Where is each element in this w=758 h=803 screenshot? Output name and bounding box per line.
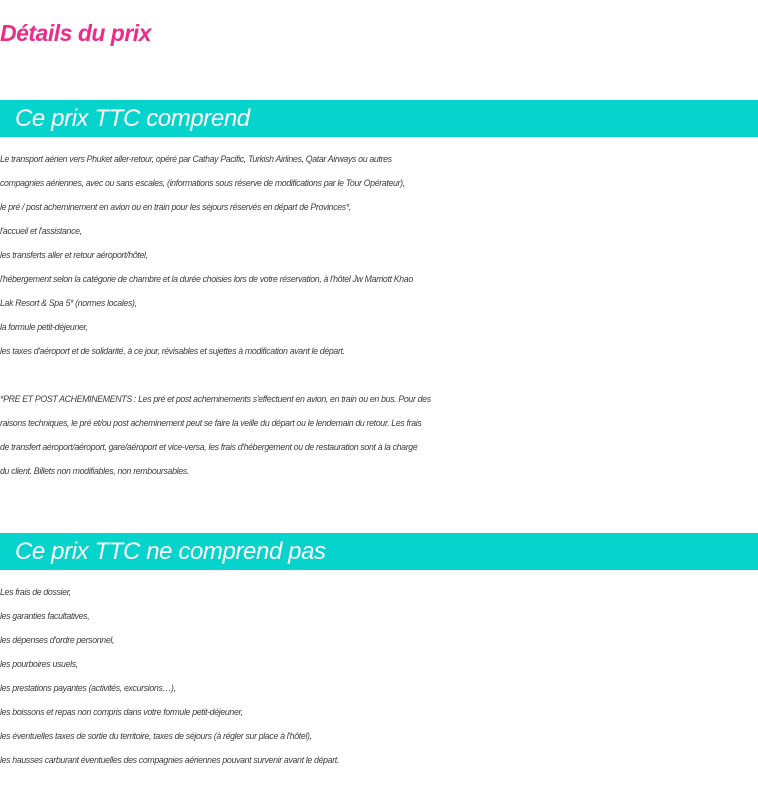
excluded-item: les prestations payantes (activités, excursions…), xyxy=(0,683,176,693)
included-item: l'hébergement selon la catégorie de chambre et la durée choisies lors de votre réservation, à l'hôtel Jw Marriott Khao xyxy=(0,274,413,284)
excluded-item: les dépenses d'ordre personnel, xyxy=(0,635,115,645)
included-item: Le transport aérien vers Phuket aller-retour, opéré par Cathay Pacific, Turkish Airlines, Qatar Airways ou autres xyxy=(0,154,392,164)
included-section-heading: Ce prix TTC comprend xyxy=(0,100,758,137)
acheminement-note-line: raisons techniques, le pré et/ou post acheminement peut se faire la veille du départ ou le lendemain du retour. Les frais xyxy=(0,418,422,428)
included-item: les transferts aller et retour aéroport/hôtel, xyxy=(0,250,148,260)
excluded-item: les éventuelles taxes de sortie du territoire, taxes de séjours (à régler sur place à l'hôtel), xyxy=(0,731,312,741)
excluded-item: les garanties facultatives, xyxy=(0,611,90,621)
excluded-item: les hausses carburant éventuelles des compagnies aériennes pouvant survenir avant le départ. xyxy=(0,755,339,765)
included-section-body xyxy=(0,147,758,483)
acheminement-note-line: de transfert aéroport/aéroport, gare/aéroport et vice-versa, les frais d'hébergement ou de restauration sont à la charge xyxy=(0,442,418,452)
included-item: les taxes d'aéroport et de solidarité, à ce jour, révisables et sujettes à modification avant le départ. xyxy=(0,346,345,356)
excluded-item: Les frais de dossier, xyxy=(0,587,71,597)
excluded-section-heading: Ce prix TTC ne comprend pas xyxy=(0,533,758,570)
paragraph-gap xyxy=(0,363,758,387)
acheminement-note-line: du client. Billets non modifiables, non remboursables. xyxy=(0,466,189,476)
included-item: compagnies aériennes, avec ou sans escales, (informations sous réserve de modifications par le Tour Opérateur), xyxy=(0,178,405,188)
page-title: Détails du prix xyxy=(0,20,151,46)
included-item: l'accueil et l'assistance, xyxy=(0,226,82,236)
included-item: la formule petit-déjeuner, xyxy=(0,322,88,332)
excluded-item: les pourboires usuels, xyxy=(0,659,78,669)
included-item: Lak Resort & Spa 5* (normes locales), xyxy=(0,298,137,308)
acheminement-note-line: *PRE ET POST ACHEMINEMENTS : Les pré et post acheminements s'effectuent en avion, en train ou en bus. Pour des xyxy=(0,394,431,404)
included-item: le pré / post acheminement en avion ou en train pour les séjours réservés en départ de Provinces*, xyxy=(0,202,352,212)
excluded-section-body xyxy=(0,580,758,772)
excluded-item: les boissons et repas non compris dans votre formule petit-déjeuner, xyxy=(0,707,243,717)
